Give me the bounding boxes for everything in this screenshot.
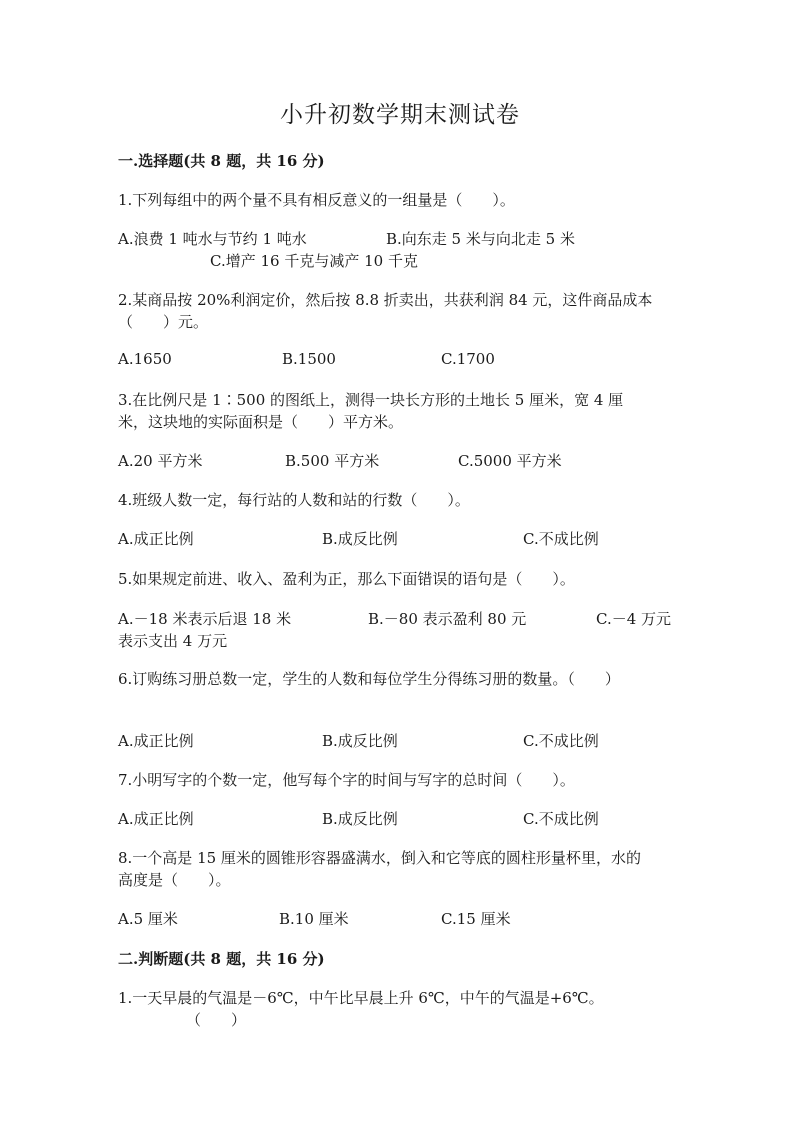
- question-text: 5.如果规定前进、收入、盈利为正，那么下面错误的语句是（ ）。: [118, 570, 575, 588]
- question-text: 6.订购练习册总数一定，学生的人数和每位学生分得练习册的数量。（ ）: [118, 670, 620, 688]
- answer-blank: （ ）: [186, 1011, 247, 1029]
- question-text: 7.小明写字的个数一定，他写每个字的时间与写字的总时间（ ）。: [118, 771, 575, 789]
- section-heading-judgement: 二.判断题(共 8 题，共 16 分): [118, 950, 325, 968]
- option-c: C.增产 16 千克与减产 10 千克: [210, 252, 418, 270]
- question-text: 1.下列每组中的两个量不具有相反意义的一组量是（ ）。: [118, 191, 515, 209]
- option-a: A.成正比例: [118, 530, 194, 548]
- question-text-line-1: 8.一个高是 15 厘米的圆锥形容器盛满水，倒入和它等底的圆柱形量杯里，水的: [118, 849, 641, 867]
- question-text-line-2: 高度是（ ）。: [118, 871, 231, 889]
- question-text-line-1: 3.在比例尺是 1∶500 的图纸上，测得一块长方形的土地长 5 厘米，宽 4 厘: [118, 391, 624, 409]
- option-a: A.成正比例: [118, 810, 194, 828]
- section-heading-choice: 一.选择题(共 8 题，共 16 分): [118, 152, 325, 170]
- question-text-line-1: 1.一天早晨的气温是－6℃，中午比早晨上升 6℃，中午的气温是+6℃。: [118, 989, 604, 1007]
- option-b: B.500 平方米: [285, 452, 380, 470]
- option-c: C.5000 平方米: [458, 452, 562, 470]
- option-a: A.1650: [118, 350, 172, 368]
- option-a: A.－18 米表示后退 18 米: [118, 610, 292, 628]
- option-a: A.成正比例: [118, 732, 194, 750]
- option-b: B.1500: [282, 350, 336, 368]
- option-b: B.－80 表示盈利 80 元: [368, 610, 527, 628]
- option-a: A.浪费 1 吨水与节约 1 吨水: [118, 230, 307, 248]
- page-title: 小升初数学期末测试卷: [280, 102, 520, 128]
- option-c: C.15 厘米: [441, 910, 511, 928]
- option-c: C.不成比例: [523, 530, 599, 548]
- option-c: C.不成比例: [523, 810, 599, 828]
- option-b: B.10 厘米: [279, 910, 349, 928]
- option-a: A.5 厘米: [118, 910, 178, 928]
- option-b: B.成反比例: [322, 732, 398, 750]
- option-b: B.成反比例: [322, 810, 398, 828]
- option-b: B.成反比例: [322, 530, 398, 548]
- option-c: C.－4 万元: [596, 610, 672, 628]
- question-text-line-2: 米，这块地的实际面积是（ ）平方米。: [118, 413, 404, 431]
- option-a: A.20 平方米: [118, 452, 203, 470]
- option-b: B.向东走 5 米与向北走 5 米: [386, 230, 575, 248]
- option-c: C.不成比例: [523, 732, 599, 750]
- question-text-line-2: （ ）元。: [118, 313, 209, 331]
- option-c-continued: 表示支出 4 万元: [118, 632, 228, 650]
- question-text: 4.班级人数一定，每行站的人数和站的行数（ ）。: [118, 491, 470, 509]
- option-c: C.1700: [441, 350, 495, 368]
- question-text-line-1: 2.某商品按 20%利润定价，然后按 8.8 折卖出，共获利润 84 元，这件商品成本: [118, 291, 653, 309]
